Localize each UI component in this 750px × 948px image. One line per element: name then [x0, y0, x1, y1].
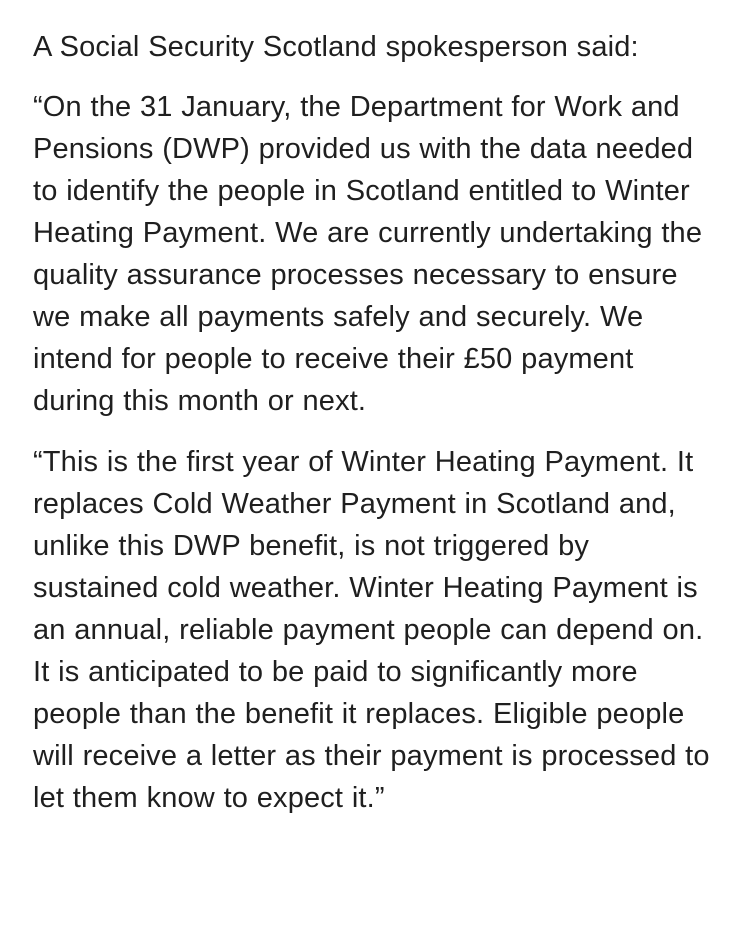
- quote-paragraph-2: “This is the first year of Winter Heating Payment. It replaces Cold Weather Payment in Scotland and, unlike this DWP benefit, is not triggered by sustained cold weather. Winter Heating Payment is an annual, reliable payment people can depend on. It is anticipated to be paid to significantly more people than the benefit it replaces. Eligible people will receive a letter as their payment is processed to let them know to expect it.”: [33, 446, 710, 814]
- intro-line: A Social Security Scotland spokesperson said:: [33, 31, 639, 63]
- quote-paragraph-1: “On the 31 January, the Department for Work and Pensions (DWP) provided us with the data needed to identify the people in Scotland entitled to Winter Heating Payment. We are currently undertaking the quality assurance processes necessary to ensure we make all payments safely and securely. We intend for people to receive their £50 payment during this month or next.: [33, 91, 703, 417]
